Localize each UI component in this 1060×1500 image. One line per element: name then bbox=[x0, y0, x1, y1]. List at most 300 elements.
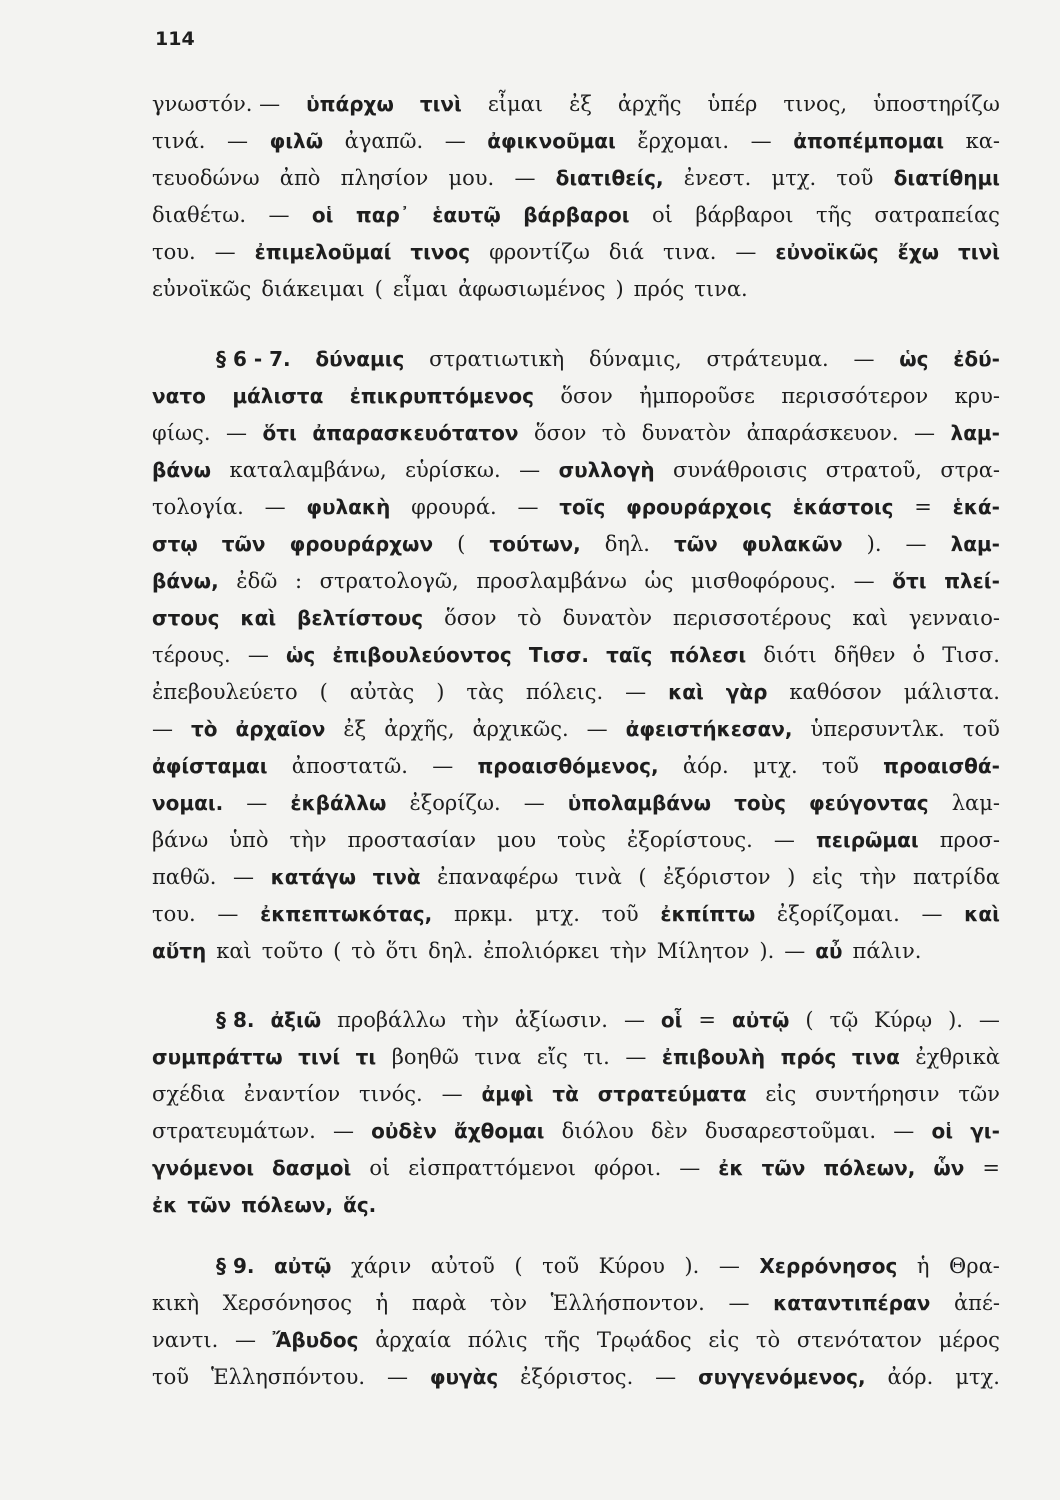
lemma-term: πόλεων, bbox=[823, 1156, 916, 1180]
gloss-word: προσλαμβάνω bbox=[476, 569, 627, 593]
gloss-word: — bbox=[625, 1045, 647, 1069]
lemma-term: ὑπάρχω bbox=[306, 92, 394, 116]
gloss-word: — bbox=[750, 129, 772, 153]
text-line bbox=[152, 1361, 1000, 1393]
gloss-word: ( bbox=[333, 939, 342, 963]
gloss-word: προσ- bbox=[939, 828, 1000, 852]
gloss-word: — bbox=[432, 754, 454, 778]
gloss-word: ἐπαναφέρω bbox=[437, 865, 559, 889]
lemma-term: ἀξιῶ bbox=[270, 1008, 322, 1032]
gloss-word: καὶ bbox=[216, 939, 252, 963]
lemma-term: αὕτη bbox=[152, 939, 207, 963]
gloss-word: — bbox=[623, 1008, 645, 1032]
gloss-word: τινὰ bbox=[574, 865, 622, 889]
gloss-word: φροντίζω bbox=[489, 240, 590, 264]
lemma-term: ἐκ bbox=[152, 1193, 178, 1217]
gloss-word: αὐτὰς bbox=[349, 680, 415, 704]
gloss-word: δυνατὸν bbox=[562, 606, 652, 630]
lemma-term: πειρῶμαι bbox=[815, 828, 919, 852]
lemma-term: εὐνοϊκῶς bbox=[775, 240, 879, 264]
lemma-term: ἀφειστήκεσαν, bbox=[625, 717, 793, 741]
lemma-term: λαμ- bbox=[950, 532, 1000, 556]
gloss-word: μτχ. bbox=[535, 902, 580, 926]
gloss-word: Τρῳάδος bbox=[596, 1328, 692, 1352]
gloss-word: ἀπαράσκευον. bbox=[746, 421, 899, 445]
gloss-word: ἐξορίστους. bbox=[627, 828, 753, 852]
lemma-term: νατο bbox=[152, 384, 206, 408]
text-line bbox=[152, 750, 1000, 782]
lemma-term: ἐκβάλλω bbox=[290, 791, 387, 815]
gloss-word: — bbox=[773, 828, 795, 852]
gloss-word: ὅσον bbox=[444, 606, 497, 630]
gloss-word: τῶν bbox=[958, 1082, 1000, 1106]
gloss-word: τινα bbox=[474, 1045, 522, 1069]
text-line bbox=[152, 1004, 1000, 1036]
lemma-term: φεύγοντας bbox=[809, 791, 929, 815]
lemma-term: συγγενόμενος, bbox=[698, 1365, 866, 1389]
gloss-word: ἐδῶ bbox=[236, 569, 278, 593]
gloss-word: μτχ. bbox=[752, 754, 798, 778]
gloss-word: πατρίδα bbox=[912, 865, 1000, 889]
gloss-word: καὶ bbox=[852, 606, 888, 630]
gloss-word: πάλιν. bbox=[852, 939, 922, 963]
lemma-term: κατάγω bbox=[270, 865, 357, 889]
lemma-term: τινὶ bbox=[957, 240, 1000, 264]
gloss-word: ἀρχικῶς. bbox=[472, 717, 569, 741]
gloss-word: ). bbox=[759, 939, 775, 963]
text-line bbox=[152, 565, 1000, 597]
gloss-word: εἶμαι bbox=[487, 92, 544, 116]
lemma-term: ὡς bbox=[899, 347, 929, 371]
gloss-word: ἀφωσιωμένος bbox=[458, 277, 606, 301]
lemma-term: προαισθόμενος, bbox=[477, 754, 659, 778]
text-line bbox=[152, 602, 1000, 634]
lemma-term: οἱ bbox=[931, 1119, 954, 1143]
lemma-term: οὐδὲν bbox=[371, 1119, 437, 1143]
lemma-term: ἔχω bbox=[897, 240, 939, 264]
lemma-term: τὸ bbox=[191, 717, 218, 741]
lemma-term: γὰρ bbox=[725, 680, 768, 704]
gloss-word: ὅσον bbox=[560, 384, 613, 408]
gloss-word: παθῶ. bbox=[152, 865, 217, 889]
lemma-term: ἀμφὶ bbox=[481, 1082, 534, 1106]
gloss-word: ). bbox=[684, 1254, 700, 1278]
gloss-word: τὸ bbox=[601, 421, 627, 445]
lemma-term: ἐπιβουλεύοντος bbox=[332, 643, 512, 667]
lemma-term: αὐτῷ bbox=[274, 1254, 332, 1278]
gloss-word: ὑπὸ bbox=[229, 828, 269, 852]
lemma-term: Τισσ. bbox=[528, 643, 590, 667]
text-line bbox=[152, 528, 1000, 560]
lemma-term: πρός bbox=[780, 1045, 837, 1069]
lemma-term: Ἄβυδος bbox=[272, 1328, 359, 1352]
gloss-word: ἀποστατῶ. bbox=[291, 754, 408, 778]
gloss-word: στρατοῦ, bbox=[825, 458, 922, 482]
gloss-word: τῆς bbox=[544, 1328, 581, 1352]
gloss-word: γνωστόν. — bbox=[152, 92, 281, 116]
lemma-term: στρατεύματα bbox=[597, 1082, 747, 1106]
gloss-word: βάρβαροι bbox=[695, 203, 794, 227]
lemma-term: δασμοὶ bbox=[272, 1156, 352, 1180]
lemma-term: ἅς. bbox=[343, 1193, 377, 1217]
gloss-word: αὐτοῦ bbox=[430, 1254, 495, 1278]
lemma-term: γι- bbox=[970, 1119, 1000, 1143]
lemma-term: μάλιστα bbox=[232, 384, 324, 408]
gloss-word: — bbox=[523, 791, 545, 815]
lemma-term: ἄχθομαι bbox=[454, 1119, 545, 1143]
text-line bbox=[152, 454, 1000, 486]
gloss-word: ἀόρ. bbox=[887, 1365, 934, 1389]
gloss-word: — bbox=[441, 1082, 463, 1106]
gloss-word: τοῦτο bbox=[261, 939, 324, 963]
gloss-word: οἱ bbox=[369, 1156, 391, 1180]
lemma-term: φυλακῶν bbox=[741, 532, 843, 556]
text-line bbox=[152, 1152, 1000, 1184]
text-line bbox=[152, 861, 1000, 893]
gloss-word: ὡς bbox=[644, 569, 674, 593]
gloss-word: δυσαρεστοῦμαι. bbox=[704, 1119, 877, 1143]
gloss-word: Ἑλλησπόντου. bbox=[210, 1365, 366, 1389]
gloss-word: μέρος bbox=[938, 1328, 1000, 1352]
gloss-word: βοηθῶ bbox=[391, 1045, 459, 1069]
gloss-word: Τισσ. bbox=[942, 643, 1000, 667]
text-line bbox=[152, 1324, 1000, 1356]
gloss-word: πρός bbox=[633, 277, 685, 301]
gloss-word: — bbox=[217, 902, 239, 926]
gloss-word: ἐπολιόρκει bbox=[483, 939, 600, 963]
gloss-word: — bbox=[514, 166, 536, 190]
gloss-word: τοῦ bbox=[601, 902, 639, 926]
gloss-word: — bbox=[586, 717, 608, 741]
gloss-word: ἀρχῆς, bbox=[384, 717, 455, 741]
lemma-term: τῶν bbox=[187, 1193, 232, 1217]
text-line bbox=[152, 417, 1000, 449]
lemma-term: ἐπικρυπτόμενος bbox=[349, 384, 534, 408]
gloss-word: τοὺς bbox=[557, 828, 606, 852]
gloss-word: — bbox=[728, 1291, 750, 1315]
lemma-term: τῶν bbox=[761, 1156, 806, 1180]
gloss-word: μτχ. bbox=[955, 1365, 1000, 1389]
lemma-term: παρ᾽ bbox=[355, 203, 410, 227]
gloss-word: στρα- bbox=[940, 458, 1000, 482]
lemma-term: ὡς bbox=[285, 643, 316, 667]
gloss-word: κικὴ bbox=[152, 1291, 200, 1315]
gloss-word: τινά. bbox=[152, 129, 206, 153]
lemma-term: ἀποπέμπομαι bbox=[793, 129, 945, 153]
gloss-word: κρυ- bbox=[954, 384, 1000, 408]
lemma-term: τινος bbox=[410, 240, 471, 264]
gloss-word: ( bbox=[319, 680, 328, 704]
text-line bbox=[152, 935, 1000, 967]
gloss-word: ἐξόριστον bbox=[663, 865, 771, 889]
lemma-term: βελτίστους bbox=[297, 606, 424, 630]
gloss-word: προστασίαν bbox=[347, 828, 476, 852]
gloss-word: στρατιωτικὴ bbox=[429, 347, 565, 371]
gloss-word: τὸ bbox=[755, 1328, 781, 1352]
gloss-word: τι. bbox=[583, 1045, 610, 1069]
page-number: 114 bbox=[155, 28, 195, 50]
gloss-word: πόλεις. bbox=[525, 680, 604, 704]
gloss-word: ὁ bbox=[912, 643, 926, 667]
lemma-term: τῶν bbox=[674, 532, 718, 556]
gloss-word: περισσότερον bbox=[781, 384, 929, 408]
lemma-term: γνόμενοι bbox=[152, 1156, 254, 1180]
text-line bbox=[152, 824, 1000, 856]
text-line bbox=[152, 380, 1000, 412]
gloss-word: περισσοτέρους bbox=[672, 606, 832, 630]
gloss-word: πλησίον bbox=[340, 166, 429, 190]
gloss-word: ἠμποροῦσε bbox=[639, 384, 755, 408]
gloss-word: — bbox=[914, 421, 936, 445]
gloss-word: Κύρῳ bbox=[874, 1008, 933, 1032]
gloss-word: στρατευμάτων. bbox=[152, 1119, 316, 1143]
gloss-word: στρατολογῶ, bbox=[319, 569, 459, 593]
gloss-word: — bbox=[226, 421, 248, 445]
text-line bbox=[152, 676, 1000, 708]
gloss-word: δηλ. bbox=[604, 532, 650, 556]
text-line bbox=[152, 639, 1000, 671]
lemma-term: ἀρχαῖον bbox=[235, 717, 326, 741]
gloss-word: του. bbox=[152, 240, 196, 264]
gloss-word: = bbox=[698, 1008, 716, 1032]
lemma-term: ἐκπεπτωκότας, bbox=[260, 902, 433, 926]
lemma-term: ἐκπίπτω bbox=[660, 902, 756, 926]
lemma-term: καὶ bbox=[668, 680, 704, 704]
gloss-word: ὅτι bbox=[385, 939, 419, 963]
lemma-term: φρουράρχοις bbox=[626, 495, 772, 519]
gloss-word: εἰς bbox=[708, 1328, 740, 1352]
gloss-word: — bbox=[978, 1008, 1000, 1032]
text-line bbox=[152, 162, 1000, 194]
gloss-word: φίως. bbox=[152, 421, 211, 445]
gloss-word: τὴν bbox=[289, 828, 327, 852]
gloss-word: — bbox=[246, 791, 268, 815]
lemma-term: στῳ bbox=[152, 532, 198, 556]
gloss-word: τινα. bbox=[662, 240, 717, 264]
text-line bbox=[152, 1115, 1000, 1147]
gloss-word: εἰς bbox=[765, 1082, 797, 1106]
gloss-word: = bbox=[982, 1156, 1000, 1180]
gloss-word: εἶμαι bbox=[392, 277, 449, 301]
gloss-word: μισθοφόρους. bbox=[690, 569, 837, 593]
gloss-word: φόροι. bbox=[594, 1156, 662, 1180]
gloss-word: — bbox=[233, 865, 255, 889]
lemma-term: ἐπιβουλὴ bbox=[661, 1045, 766, 1069]
gloss-word: ἐχθρικὰ bbox=[915, 1045, 1000, 1069]
lemma-term: ἐπιμελοῦμαί bbox=[254, 240, 392, 264]
lemma-term: φρουράρχων bbox=[289, 532, 434, 556]
gloss-word: : bbox=[294, 569, 303, 593]
lemma-term: αὖ bbox=[815, 939, 843, 963]
lemma-term: καταντιπέραν bbox=[773, 1291, 931, 1315]
gloss-word: παρὰ bbox=[411, 1291, 467, 1315]
gloss-word: εἴς bbox=[536, 1045, 568, 1069]
gloss-word: εἰσπραττόμενοι bbox=[408, 1156, 577, 1180]
gloss-word: — bbox=[921, 902, 943, 926]
lemma-term: ἀπαρασκευότατον bbox=[312, 421, 519, 445]
text-line bbox=[152, 125, 1000, 157]
text-line bbox=[152, 1078, 1000, 1110]
gloss-word: — bbox=[679, 1156, 701, 1180]
gloss-word: ὑπέρ bbox=[707, 92, 758, 116]
gloss-word: μάλιστα. bbox=[903, 680, 1000, 704]
gloss-word: — bbox=[893, 1119, 915, 1143]
text-line bbox=[152, 491, 1000, 523]
gloss-word: τὴν bbox=[609, 939, 647, 963]
gloss-word: ). bbox=[948, 1008, 963, 1032]
gloss-word: — bbox=[234, 1328, 256, 1352]
gloss-word: προβάλλω bbox=[337, 1008, 446, 1032]
lemma-term: πλεί- bbox=[944, 569, 1000, 593]
lemma-term: Χερρόνησος bbox=[759, 1254, 898, 1278]
gloss-word: ἐναντίον bbox=[243, 1082, 341, 1106]
lemma-term: ὅτι bbox=[262, 421, 297, 445]
lemma-term: βάνω, bbox=[152, 569, 219, 593]
lemma-term: καὶ bbox=[964, 902, 1000, 926]
text-line bbox=[152, 236, 1000, 268]
gloss-word: ἐξόριστος. bbox=[520, 1365, 634, 1389]
gloss-word: μου. bbox=[448, 166, 495, 190]
gloss-word: σατραπείας bbox=[874, 203, 1000, 227]
gloss-word: διότι bbox=[763, 643, 817, 667]
gloss-word: ἀπὸ bbox=[279, 166, 321, 190]
gloss-word: ἀρχῆς bbox=[617, 92, 682, 116]
gloss-word: — bbox=[517, 495, 539, 519]
text-line bbox=[152, 1041, 1000, 1073]
gloss-word: — bbox=[227, 129, 249, 153]
gloss-word: τοῦ bbox=[962, 717, 1000, 741]
gloss-word: συντήρησιν bbox=[815, 1082, 940, 1106]
gloss-word: πόλις bbox=[467, 1328, 528, 1352]
text-line bbox=[152, 898, 1000, 930]
lemma-term: τούτων, bbox=[489, 532, 581, 556]
gloss-word: Ἑλλήσποντον. bbox=[550, 1291, 705, 1315]
lemma-term: βάνω bbox=[152, 458, 212, 482]
lemma-term: λαμ- bbox=[950, 421, 1000, 445]
lemma-term: τοῖς bbox=[559, 495, 606, 519]
gloss-word: — bbox=[625, 680, 647, 704]
gloss-word: — bbox=[853, 347, 875, 371]
gloss-word: — bbox=[519, 458, 541, 482]
gloss-word: — bbox=[214, 240, 236, 264]
lemma-term: καὶ bbox=[240, 606, 277, 630]
gloss-word: ( bbox=[374, 277, 383, 301]
gloss-word: φρουρά. bbox=[411, 495, 497, 519]
gloss-word: βάνω bbox=[152, 828, 209, 852]
lemma-term: αὐτῷ bbox=[731, 1008, 790, 1032]
gloss-word: οἱ bbox=[651, 203, 673, 227]
gloss-word: σχέδια bbox=[152, 1082, 225, 1106]
gloss-word: πρκμ. bbox=[453, 902, 514, 926]
text-line bbox=[152, 787, 1000, 819]
lemma-term: στους bbox=[152, 606, 220, 630]
lemma-term: φιλῶ bbox=[269, 129, 324, 153]
gloss-word: δυνατὸν bbox=[641, 421, 732, 445]
gloss-word: καταλαμβάνω, bbox=[229, 458, 387, 482]
gloss-word: — bbox=[386, 1365, 408, 1389]
gloss-word: τῷ bbox=[829, 1008, 859, 1032]
gloss-word: ἀγαπῶ. bbox=[344, 129, 424, 153]
lemma-term: ὧν bbox=[933, 1156, 965, 1180]
gloss-word: τὸν bbox=[490, 1291, 528, 1315]
gloss-word: ἐξ bbox=[343, 717, 367, 741]
gloss-word: ἀόρ. bbox=[682, 754, 729, 778]
gloss-word: — bbox=[784, 939, 806, 963]
gloss-word: δῆθεν bbox=[833, 643, 896, 667]
lemma-term: συλλογὴ bbox=[558, 458, 655, 482]
gloss-word: — bbox=[853, 569, 875, 593]
gloss-word: Χερσόνησος bbox=[222, 1291, 352, 1315]
lemma-term: ἑκάστοις bbox=[792, 495, 894, 519]
gloss-word: γενναιο- bbox=[908, 606, 1000, 630]
lemma-term: πόλεων, bbox=[241, 1193, 334, 1217]
gloss-word: τινός. bbox=[359, 1082, 423, 1106]
lemma-term: τινα bbox=[851, 1045, 900, 1069]
gloss-word: δύναμις, bbox=[588, 347, 682, 371]
gloss-word: τοῦ bbox=[836, 166, 874, 190]
lemma-term: ἐδύ- bbox=[953, 347, 1000, 371]
lemma-term: τὰ bbox=[552, 1082, 579, 1106]
gloss-word: εὑρίσκω. bbox=[405, 458, 501, 482]
gloss-word: Μίλητον bbox=[656, 939, 750, 963]
gloss-word: ἀξίωσιν. bbox=[514, 1008, 608, 1032]
gloss-word: = bbox=[914, 495, 932, 519]
gloss-word: τὸ bbox=[351, 939, 376, 963]
gloss-word: συνάθροισις bbox=[673, 458, 808, 482]
gloss-word: ἐξ bbox=[569, 92, 592, 116]
lemma-term: βάρβαροι bbox=[523, 203, 630, 227]
gloss-word: Θρα- bbox=[949, 1254, 1000, 1278]
gloss-word: τὴν bbox=[859, 865, 897, 889]
gloss-word: ἀπέ- bbox=[953, 1291, 1000, 1315]
gloss-word: μτχ. bbox=[771, 166, 817, 190]
lemma-term: προαισθά- bbox=[883, 754, 1000, 778]
gloss-word: ( bbox=[514, 1254, 523, 1278]
gloss-word: δηλ. bbox=[428, 939, 474, 963]
gloss-word: — bbox=[905, 532, 927, 556]
lemma-term: ὑπολαμβάνω bbox=[567, 791, 712, 815]
gloss-word: ἀρχαία bbox=[375, 1328, 452, 1352]
lemma-term: οἷ bbox=[660, 1008, 683, 1032]
lemma-term: τινί bbox=[298, 1045, 341, 1069]
gloss-word: ναντι. bbox=[152, 1328, 219, 1352]
lemma-term: τι bbox=[355, 1045, 377, 1069]
gloss-word: ὑποστηρίζω bbox=[873, 92, 1000, 116]
gloss-word: ὑπερσυντλκ. bbox=[810, 717, 945, 741]
lemma-term: § 8. bbox=[216, 1008, 255, 1032]
gloss-word: ) bbox=[436, 680, 445, 704]
lemma-term: ἑαυτῷ bbox=[432, 203, 501, 227]
text-line bbox=[152, 1189, 1000, 1221]
gloss-word: στράτευμα. bbox=[706, 347, 829, 371]
lemma-term: ἀφίσταμαι bbox=[152, 754, 268, 778]
gloss-word: διόλου bbox=[561, 1119, 634, 1143]
gloss-word: ) bbox=[787, 865, 796, 889]
gloss-word: — bbox=[268, 203, 290, 227]
gloss-word: ἐπεβουλεύετο bbox=[152, 680, 298, 704]
lemma-term: πόλεσι bbox=[669, 643, 747, 667]
gloss-word: ( bbox=[805, 1008, 814, 1032]
gloss-word: διαθέτω. bbox=[152, 203, 246, 227]
gloss-word: τὴν bbox=[461, 1008, 499, 1032]
gloss-word: ἐξορίζω. bbox=[409, 791, 501, 815]
gloss-word: ( bbox=[638, 865, 647, 889]
lemma-term: ταῖς bbox=[606, 643, 653, 667]
gloss-word: τινα. bbox=[694, 277, 748, 301]
gloss-word: εἰς bbox=[811, 865, 843, 889]
lemma-term: φυλακὴ bbox=[306, 495, 391, 519]
gloss-word: μου bbox=[497, 828, 537, 852]
